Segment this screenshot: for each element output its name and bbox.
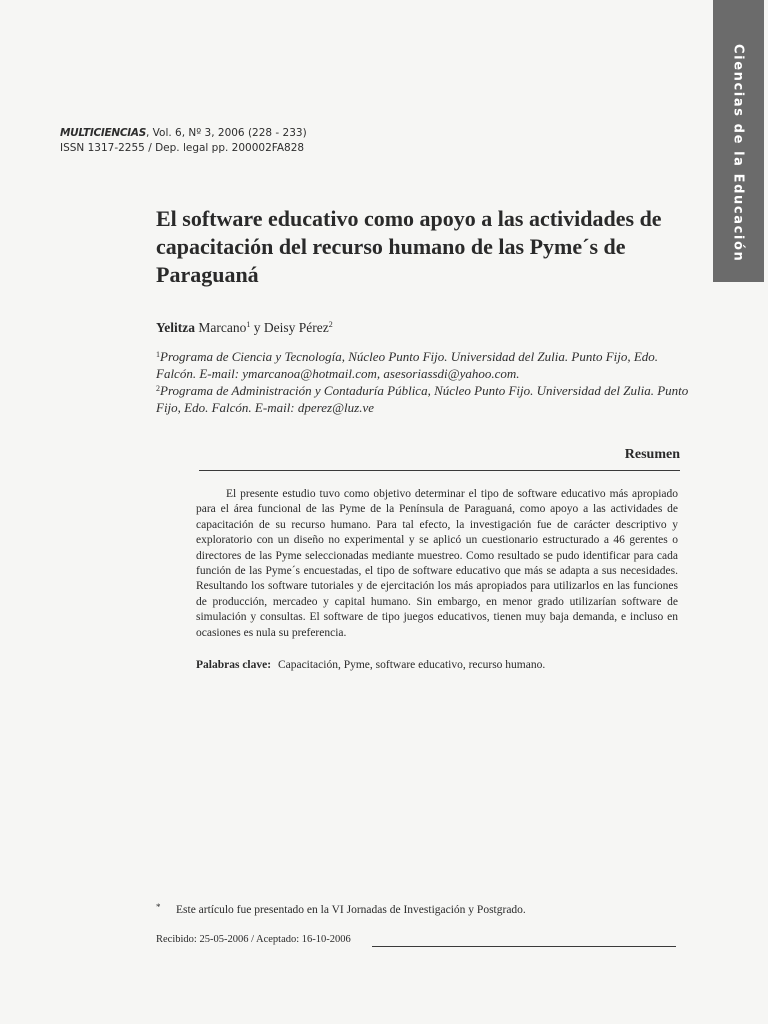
- journal-issn: ISSN 1317-2255 / Dep. legal pp. 200002FA828: [60, 142, 305, 154]
- affiliation-2: [156, 380, 696, 416]
- article-title: El software educativo como apoyo a las actividades de capacitación del recurso humano de las Pyme´s de Paraguaná: [156, 206, 662, 287]
- journal-name: MULTICIENCIAS: [60, 127, 146, 139]
- keywords: [196, 659, 678, 671]
- footnote-text: Este artículo fue presentado en la VI Jornadas de Investigación y Postgrado.: [176, 904, 526, 916]
- affiliation-1-marker: 1: [156, 350, 160, 359]
- section-tab-label: Ciencias de la Educación: [730, 44, 746, 263]
- abstract-divider: [199, 470, 680, 471]
- journal-header: [60, 126, 307, 156]
- footnote-marker: *: [156, 902, 161, 912]
- author-1-surname: Marcano: [194, 320, 247, 335]
- author-2-name: Deisy Pérez: [263, 320, 329, 335]
- author-1-affiliation-marker: 1: [246, 320, 251, 329]
- affiliation-2-marker: 2: [156, 384, 160, 393]
- author-line: [156, 320, 333, 336]
- keywords-text: Capacitación, Pyme, software educativo, recurso humano.: [277, 659, 546, 671]
- section-tab: [713, 0, 764, 282]
- affiliation-1: [156, 346, 696, 382]
- author-connector: y: [250, 320, 264, 335]
- dates-rule: [372, 946, 676, 947]
- author-1-given-name: Yelitza: [156, 320, 195, 335]
- affiliation-1-text: Programa de Ciencia y Tecnología, Núcleo Punto Fijo. Universidad del Zulia. Punto Fijo, Edo. Falcón. E-mail: ymarcanoa@hotmail.com, asesoriassdi@yahoo.com.: [156, 349, 659, 381]
- author-2-affiliation-marker: 2: [328, 320, 333, 329]
- journal-citation: , Vol. 6, Nº 3, 2006 (228 - 233): [145, 127, 307, 139]
- affiliation-2-text: Programa de Administración y Contaduría Pública, Núcleo Punto Fijo. Universidad del Zulia. Punto Fijo, Edo. Falcón. E-mail: dperez@luz.ve: [156, 383, 689, 415]
- keywords-label: Palabras clave:: [196, 659, 272, 671]
- received-accepted-dates: Recibido: 25-05-2006 / Aceptado: 16-10-2006: [156, 934, 351, 945]
- footnote: [156, 902, 526, 916]
- journal-citation-line: [60, 126, 307, 141]
- abstract-body: El presente estudio tuvo como objetivo determinar el tipo de software educativo más apropiado para el área funcional de las Pyme de la Península de Paraguaná, como apoyo a las actividades de capacitación de su recurso humano. Para tal efecto, la investigación fue de carácter descriptivo y exploratorio con un diseño no experimental y se aplicó un cuestionario estructurado a 46 gerentes o directores de las Pyme seleccionadas mediante muestreo. Como resultado se pudo identificar para cada función de las Pyme´s encuestadas, el tipo de software educativo que más se adapta a sus necesidades. Resultando los software tutoriales y de ejercitación los más apropiados para utilizarlos en las funciones de producción, mercadeo y capital humano. Sin embargo, en menor grado utilizarían software de simulación y consultas. El software de tipo juegos educativos, tienen muy baja demanda, e incluso en ocasiones es nula su preferencia.: [196, 488, 678, 639]
- abstract-heading: Resumen: [624, 447, 680, 462]
